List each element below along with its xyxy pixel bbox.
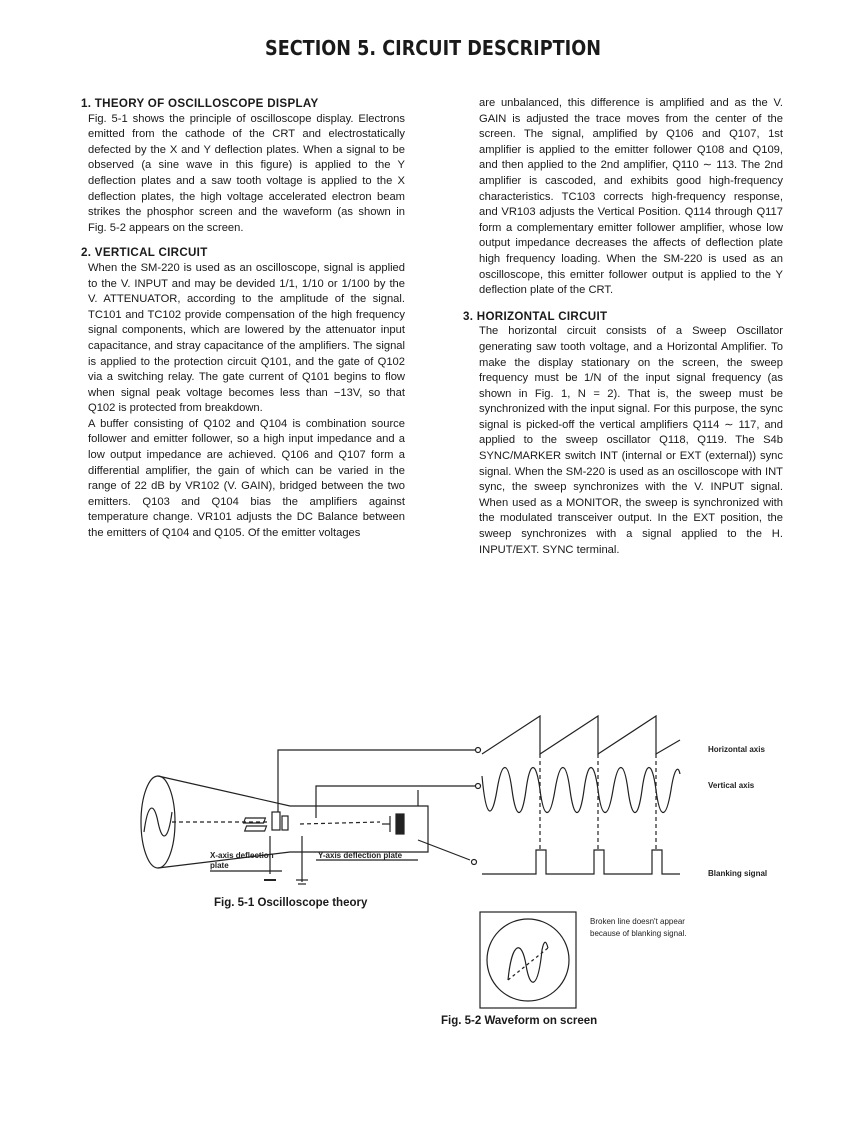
section-body-vertical-continued: [463, 96, 783, 299]
note-line-1: Broken line doesn't appear: [590, 917, 685, 926]
figure-waveform-on-screen: [478, 910, 738, 1012]
blanking-wire: [418, 790, 470, 860]
screen-waveform: [508, 942, 548, 982]
blanking-waveform: [482, 850, 680, 874]
section-heading-horizontal: 3. HORIZONTAL CIRCUIT: [463, 309, 608, 323]
section-heading-vertical: 2. VERTICAL CIRCUIT: [81, 246, 208, 260]
paragraph: are unbalanced, this difference is amplified and as the V. GAIN is adjusted the trace moves from the center of the screen. The signal, amplified by Q106 and Q107, 1st amplifier is applied to the emitter follower Q108 and Q109, and then applied to the 2nd amplifier, Q110 ∼ 113. The 2nd amplifier is cascoded, and exhibits good high-frequency characteristics. TC103 corrects high-frequency response, and VR103 adjusts the Vertical Position. Q114 through Q117 form a complementary emitter follower amplifier, whose low output impedance decreases the affects of deflection plate high frequency loading. When the SM-220 is used as an oscilloscope, this emitter follower output is applied to the Y deflection plate of the CRT.: [479, 97, 783, 297]
paragraph: When the SM-220 is used as an oscilloscope, signal is applied to the V. INPUT and may be devided 1/1, 1/10 or 1/100 by the V. ATTENUATOR, according to the amplitude of the signal. TC101 and TC102 provide compensation of the high frequency signal components, which are lowered by the attenuator input capacitance, and stray capacitance of the amplifiers. The signal is applied to the protection circuit Q101, and the gate of Q102 via a switching relay. The gate current of Q101 begins to flow when signal peak voltage becomes less than −13V, so that Q102 is protected from breakdown.: [88, 261, 405, 415]
figure-oscilloscope-theory: [120, 690, 800, 900]
sawtooth-waveform: [482, 716, 680, 754]
paragraph: The horizontal circuit consists of a Sweep Oscillator generating saw tooth voltage, and a Horizontal Amplifier. To make the display stationary on the screen, the sweep frequency must be 1/N of the input signal frequency (as shown in Fig. 1, N = 2). That is, the sweep must be synchronized with the input signal. For this purpose, the sync signal is picked-off the vertical amplifiers Q114 ∼ 117, and applied to the sweep oscillator Q118, Q119. The S4b SYNC/MARKER switch INT (internal or EXT (external)) sync signal. When the SM-220 is used as an oscilloscope with INT sync, the sweep synchronizes with the V. INPUT signal. When used as a MONITOR, the sweep is synchronized with the modulated transceiver output. In the EXT position, the sweep synchronizes with a signal applied to the H. INPUT/EXT. SYNC terminal.: [479, 325, 783, 556]
section-body-horizontal: [463, 324, 783, 558]
horizontal-wire: [278, 750, 476, 812]
screen-frame: [480, 912, 576, 1008]
left-column: [81, 96, 405, 551]
vertical-wire: [316, 786, 476, 818]
y-axis-label: Y-axis deflection plate: [318, 851, 403, 860]
horizontal-axis-label: Horizontal axis: [708, 745, 765, 754]
section-body-theory: [81, 112, 405, 237]
note-line-2: because of blanking signal.: [590, 929, 687, 938]
section-heading-theory: 1. THEORY OF OSCILLOSCOPE DISPLAY: [81, 97, 319, 110]
vertical-axis-label: Vertical axis: [708, 781, 755, 790]
vertical-sine-waveform: [482, 768, 680, 813]
page-title: SECTION 5. CIRCUIT DESCRIPTION: [264, 36, 601, 60]
section-body-vertical: [81, 261, 405, 542]
figure-1-caption: Fig. 5-1 Oscilloscope theory: [214, 897, 368, 909]
blanking-label: Blanking signal: [708, 869, 768, 878]
x-axis-label: X-axis deflection: [210, 851, 274, 860]
right-column: [463, 96, 783, 567]
cathode: [396, 814, 404, 834]
x-deflection-plate: [272, 812, 280, 830]
y-deflection-plate: [244, 818, 266, 823]
figure-2-caption: Fig. 5-2 Waveform on screen: [441, 1015, 598, 1027]
paragraph: Fig. 5-1 shows the principle of oscilloscope display. Electrons emitted from the cathode of the CRT and electrostatically defected by the X and Y deflection plates. When a signal to be observed (a sine wave in this figure) is applied to the Y deflection plates and a saw tooth voltage is applied to the X deflection plates, the high voltage accelerated electron beam strikes the phosphor screen and the waveform (as shown in Fig. 5-2 appears on the screen.: [88, 112, 405, 234]
paragraph: A buffer consisting of Q102 and Q104 is combination source follower and emitter follower, so a high input impedance and a low output impedance are achieved. Q106 and Q107 form a differential amplifier, the gain of which can be varied in the range of 22 dB by VR102 (V. GAIN), bridged between the two emitters. Q103 and Q104 bias the amplifiers against temperature change. VR101 adjusts the DC Balance between the emitters of Q104 and Q105. Of the emitter voltages: [88, 417, 405, 540]
screen-sine: [144, 808, 172, 836]
screen-circle: [487, 919, 569, 1001]
x-axis-label-2: plate: [210, 861, 229, 870]
